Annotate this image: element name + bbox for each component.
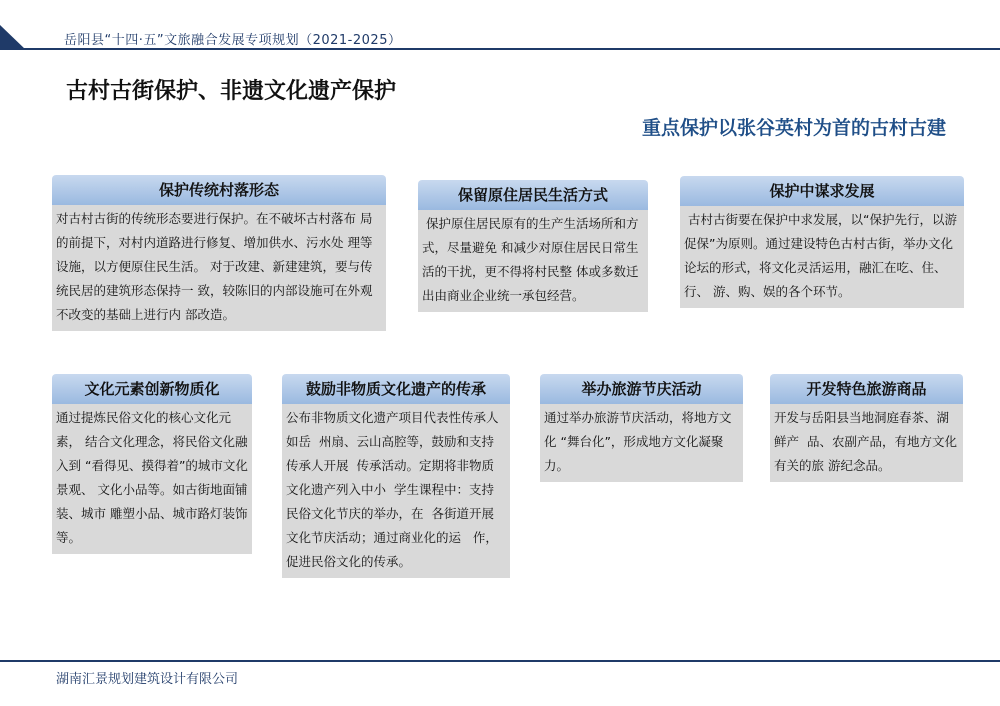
card-text: 通过提炼民俗文化的核心文化元素， 结合文化理念，将民俗文化融入到 “看得见、摸得着”的城市文化景观、 文化小品等。如古街地面铺装、城市 雕塑小品、城市路灯装饰等。 [52,404,252,554]
page-title: 古村古街保护、非遗文化遗产保护 [66,79,397,104]
card-title: 开发特色旅游商品 [770,374,963,404]
header-divider [0,48,1000,50]
card-title: 保护传统村落形态 [52,175,386,205]
card-text: 保护原住居民原有的生产生活场所和方式，尽量避免 和减少对原住居民日常生活的干扰，更不得将村民整 体或多数迁出由商业企业统一承包经营。 [418,210,648,312]
card-text: 开发与岳阳县当地洞庭春茶、湖鲜产 品、农副产品，有地方文化有关的旅 游纪念品。 [770,404,963,482]
card-title: 保护中谋求发展 [680,176,964,206]
card-text: 通过举办旅游节庆活动，将地方文化 “舞台化”，形成地方文化凝聚力。 [540,404,743,482]
card-develop-in-protection [680,176,969,308]
card-preserve-village-form [52,175,386,331]
footer-company: 湖南汇景规划建筑设计有限公司 [56,672,239,687]
document-header-title: 岳阳县“十四·五”文旅融合发展专项规划（2021-2025） [64,33,402,48]
card-culture-materialization [52,374,252,554]
footer-divider [0,660,1000,662]
card-text: 对古村古街的传统形态要进行保护。在不破坏古村落布 局的前提下，对村内道路进行修复、增加供水、污水处 理等设施，以方便原住民生活。 对于改建、新建建筑，要与传统民居的建筑形态保持一 致，较陈旧的内部设施可在外观不改变的基础上进行内 部改造。 [52,205,386,331]
card-tourism-festivals [540,374,743,482]
page-subtitle: 重点保护以张谷英村为首的古村古建 [641,117,946,139]
card-keep-residents-lifestyle [418,180,648,312]
card-title: 文化元素创新物质化 [52,374,252,404]
card-text: 古村古街要在保护中求发展，以“保护先行，以游 促保”为原则。通过建设特色古村古街，举办文化 论坛的形式，将文化灵活运用，融汇在吃、住、行、 游、购、娱的各个环节。 [680,206,964,308]
card-text: 公布非物质文化遗产项目代表性传承人如岳 州扇、云山高腔等，鼓励和支持传承人开展 传承活动。定期将非物质文化遗产列入中小 学生课程中：支持民俗文化节庆的举办，在 各街道开展文化节庆活动；通过商业化的运 作，促进民俗文化的传承。 [282,404,510,578]
card-tourism-products [770,374,963,482]
card-title: 鼓励非物质文化遗产的传承 [282,374,510,404]
card-intangible-heritage [282,374,510,578]
card-title: 举办旅游节庆活动 [540,374,743,404]
card-title: 保留原住居民生活方式 [418,180,648,210]
header-corner-shape [0,0,52,52]
